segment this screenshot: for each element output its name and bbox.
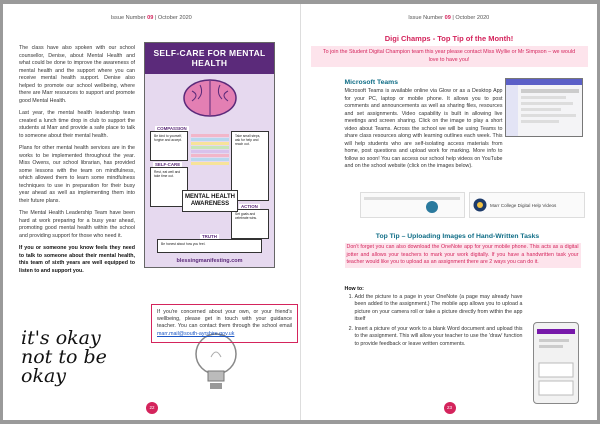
left-page [3, 4, 301, 420]
list-item: 2. Insert a picture of your work to a blank Word document and upload this to the assignment. This will allow your teacher to use the 'draw' function to provide feedback or leave written comments. [355, 326, 523, 349]
list-item: 1. Add the picture to a page in your OneNote (a page may already have been added to the assignment.) The mobile app allows you to upload a picture on your camera roll or take a picture directly from within the app itself [355, 294, 523, 324]
page-number: 22 [146, 402, 158, 414]
poster-box: Set goals and celebrate wins. [231, 209, 269, 239]
page-number: 23 [444, 402, 456, 414]
poster-box: Rest, eat well and take time out. [150, 167, 188, 207]
teams-text: Microsoft Teams is available online via Glow or as a Desktop App for your PC, laptop or mobile phone. It allows you to post comments and announcements as well as sharing files, resources and set assignments. Video capability is built in allowing live meetings and screen sharing. Click on the image to play a short video about Teams. Across the school we will be using Teams to share class resources along with learning outlines each week. This will help students who are self-isolating access materials from home, post questions and upload work for marking. More info to follow so soon! You can access our school help videos on YouTube and on the school website (click on the images below). [344, 88, 503, 169]
top-tip-heading: Top Tip – Uploading Images of Hand-Written Tasks [375, 233, 540, 240]
top-tip-text: Don't forget you can also download the OneNote app for your mobile phone. This acts as a digital jotter and allows your teachers to mark your work digitally. If you have a handwritten task your teacher would like you to upload as an assignment there are 2 ways you can do it. [345, 243, 581, 268]
digi-subtitle: To join the Student Digital Champion team this year please contact Miss Wyllie or Mr Simpson – we would love to have you! [311, 46, 588, 67]
school-website-thumbnail[interactable] [360, 192, 466, 218]
poster-tag: SELF-CARE [155, 162, 181, 167]
digi-title: Digi Champs - Top Tip of the Month! [384, 34, 514, 43]
paragraph: The Mental Health Leadership Team have been hard at work preparing for a busy year ahead, promoting good mental health within the school and providing support for those who need it. [19, 210, 135, 239]
how-to-section [345, 286, 523, 350]
teams-heading: Microsoft Teams [344, 79, 399, 86]
poster-tag: ACTION [241, 204, 258, 209]
teams-screenshot-icon [506, 79, 582, 136]
teams-section [345, 79, 503, 88]
self-care-poster[interactable] [144, 42, 275, 268]
how-to-steps [345, 294, 523, 349]
poster-tag: TRUTH [202, 234, 217, 239]
phone-screen-icon [534, 323, 578, 403]
help-video-links [360, 192, 585, 218]
poster-box: Be honest about how you feel. [157, 239, 262, 253]
paragraph: The class have also spoken with our school counsellor, Denise, about Mental Health and what could be done to improve the awareness of mental health and the support where you can receive mental health support. Denise also helped to promote our school wellbeing, where there are Marr resources to support and promote good Mental Health. [19, 45, 135, 104]
guidance-info-box: If you're concerned about your own, or your friend's wellbeing, please get in touch with your guidance teacher. You can contact them through the school email marr.mail@south-ayrshire.gov.uk [151, 304, 298, 343]
books-illustration [191, 134, 229, 170]
issue-header: Issue Number 09 | October 2020 [408, 15, 490, 21]
poster-box: Be kind to yourself, forgive and accept. [150, 131, 188, 161]
website-icon [362, 195, 462, 215]
poster-title: SELF-CARE FOR MENTAL HEALTH [145, 43, 274, 74]
digi-champs-banner [301, 28, 598, 67]
its-okay-artwork: it's okay not to be okay [21, 327, 107, 387]
left-article [19, 45, 135, 280]
school-email-link[interactable]: marr.mail@south-ayrshire.gov.uk [157, 330, 235, 337]
paragraph: Last year, the mental health leadership team created a lunch time drop in club to support the students at Marr and provide a safe place to talk to someone about their mental health. [19, 110, 135, 139]
youtube-channel-thumbnail[interactable]: Marr College Digital Help Videos [469, 192, 584, 218]
support-note: If you or someone you know feels they need to talk to someone about their mental health, this team of sixth years are well equipped to listen to and support you. [19, 245, 135, 274]
newsletter-spread [3, 4, 597, 420]
channel-logo-icon [473, 198, 487, 212]
issue-header: Issue Number 09 | October 2020 [110, 15, 192, 21]
poster-tag: COMPASSION [157, 126, 187, 131]
poster-center-label: MENTAL HEALTH AWARENESS [182, 190, 238, 212]
paragraph: Plans for other mental health services are in the works to be implemented throughout the year. Miss Owens, our school librarian, has provided some lessons with the team on mindfulness, which allowed them to learn some mindfulness techniques to use in preparation for their busy year ahead as well as implementing them into their future plans. [19, 145, 135, 204]
teams-video-thumbnail[interactable] [505, 78, 583, 137]
onenote-phone-screenshot [533, 322, 579, 404]
brain-icon [180, 77, 240, 119]
how-to-heading: How to: [344, 286, 364, 292]
poster-box: Take small steps, ask for help and reach out. [231, 131, 269, 201]
poster-url: blessingmanifesting.com [176, 258, 243, 264]
right-page [301, 4, 598, 420]
